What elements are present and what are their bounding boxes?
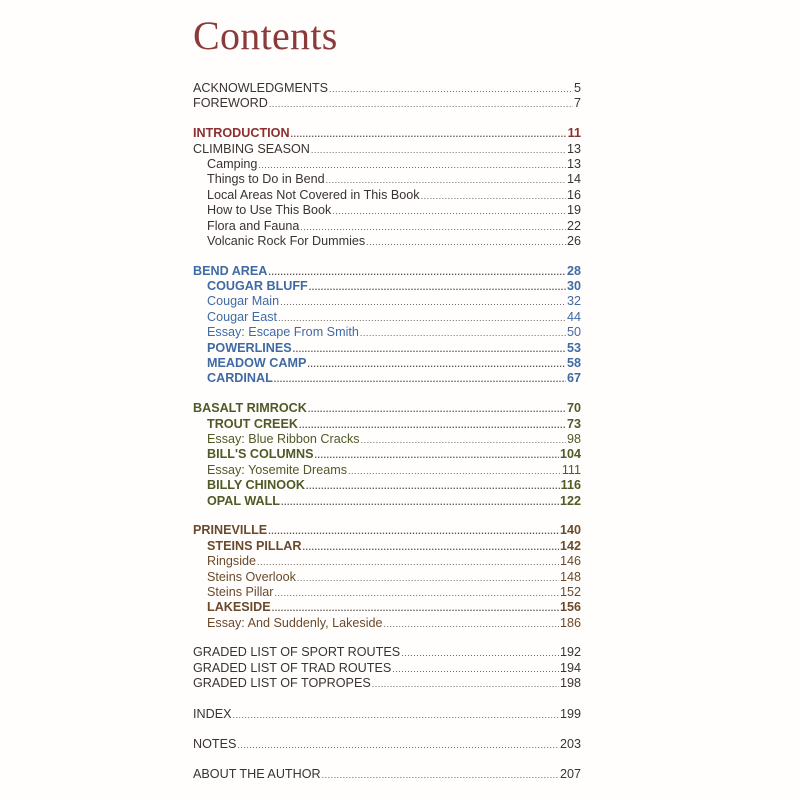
dot-leader [300, 219, 566, 235]
toc-entry-basalt-rimrock[interactable] [193, 401, 581, 416]
toc-entry-cougar-main[interactable] [193, 294, 581, 309]
toc-entry-camping[interactable] [193, 157, 581, 172]
dot-leader [308, 401, 566, 417]
toc-entry-climbing-season[interactable] [193, 142, 581, 157]
dot-leader [311, 142, 566, 158]
section-gap [193, 112, 581, 126]
toc-entry-label: MEADOW CAMP [207, 356, 307, 371]
toc-entry-label: Essay: Yosemite Dreams [207, 462, 347, 477]
dot-leader [272, 600, 559, 616]
toc-entry-page: 13 [566, 141, 581, 156]
toc-entry-label: Cougar East [207, 309, 278, 324]
section-gap [193, 631, 581, 645]
toc-entry-page: 30 [566, 279, 581, 294]
dot-leader [297, 570, 559, 586]
section-gap [193, 722, 581, 737]
toc-entry-page: 11 [567, 126, 581, 141]
toc-entry-yosemite-dreams[interactable] [193, 463, 581, 478]
toc-entry-topropes[interactable] [193, 676, 581, 691]
dot-leader [348, 463, 561, 479]
table-of-contents [193, 81, 581, 783]
dot-leader [268, 523, 559, 539]
toc-entry-label: GRADED LIST OF TRAD ROUTES [193, 660, 392, 675]
toc-entry-page: 104 [559, 447, 581, 462]
toc-entry-label: TROUT CREEK [207, 416, 298, 431]
toc-entry-label: Ringside [207, 554, 257, 569]
dot-leader [332, 203, 566, 219]
toc-entry-label: Essay: And Suddenly, Lakeside [207, 615, 383, 630]
toc-entry-how-to-use[interactable] [193, 203, 581, 218]
toc-entry-foreword[interactable] [193, 96, 581, 111]
toc-entry-label: ABOUT THE AUTHOR [193, 767, 321, 782]
toc-entry-page: 199 [559, 706, 581, 721]
toc-entry-steins-overlook[interactable] [193, 570, 581, 585]
dot-leader [291, 126, 567, 142]
toc-entry-label: Steins Overlook [207, 569, 296, 584]
dot-leader [237, 737, 559, 753]
toc-entry-page: 116 [560, 478, 581, 493]
toc-entry-page: 26 [566, 233, 581, 248]
dot-leader [421, 188, 566, 204]
toc-entry-billy-chinook[interactable] [193, 478, 581, 493]
toc-entry-bend-area[interactable] [193, 264, 581, 279]
dot-leader [309, 279, 566, 295]
toc-entry-label: Cougar Main [207, 294, 280, 309]
toc-entry-page: 73 [566, 416, 581, 431]
section-gap [193, 509, 581, 523]
toc-entry-label: Essay: Blue Ribbon Cracks [207, 431, 360, 446]
toc-entry-page: 186 [559, 615, 581, 630]
dot-leader [315, 447, 559, 463]
toc-entry-steins-pillar[interactable] [193, 585, 581, 600]
toc-entry-page: 53 [566, 340, 581, 355]
dot-leader [384, 616, 559, 632]
toc-entry-lakeside[interactable] [193, 600, 581, 615]
toc-entry-page: 198 [559, 676, 581, 691]
toc-entry-page: 194 [559, 660, 581, 675]
toc-entry-label: Volcanic Rock For Dummies [207, 233, 366, 248]
dot-leader [329, 81, 573, 97]
dot-leader [326, 172, 566, 188]
section-gap [193, 692, 581, 707]
toc-entry-label: GRADED LIST OF TOPROPES [193, 676, 371, 691]
toc-entry-page: 28 [566, 263, 581, 278]
toc-entry-local-areas[interactable] [193, 188, 581, 203]
dot-leader [278, 310, 566, 326]
toc-entry-label: BILL'S COLUMNS [207, 447, 314, 462]
toc-entry-label: CLIMBING SEASON [193, 141, 310, 156]
toc-entry-page: 207 [559, 767, 581, 782]
toc-entry-label: POWERLINES [207, 340, 292, 355]
toc-entry-page: 122 [559, 493, 581, 508]
toc-entry-page: 67 [566, 371, 581, 386]
toc-entry-label: NOTES [193, 737, 237, 752]
dot-leader [307, 356, 566, 372]
toc-entry-volcanic-rock[interactable] [193, 234, 581, 249]
dot-leader [258, 157, 566, 173]
toc-entry-acknowledgments[interactable] [193, 81, 581, 96]
dot-leader [293, 341, 566, 357]
dot-leader [281, 494, 559, 510]
toc-entry-page: 111 [561, 462, 581, 477]
toc-entry-page: 192 [559, 645, 581, 660]
toc-entry-trad-routes[interactable] [193, 661, 581, 676]
toc-entry-page: 98 [566, 431, 581, 446]
toc-entry-label: BEND AREA [193, 263, 268, 278]
toc-entry-page: 50 [566, 325, 581, 340]
toc-entry-blue-ribbon-cracks[interactable] [193, 432, 581, 447]
toc-entry-label: Camping [207, 156, 258, 171]
dot-leader [299, 417, 566, 433]
dot-leader [274, 371, 566, 387]
toc-entry-label: COUGAR BLUFF [207, 279, 308, 294]
toc-entry-label: INDEX [193, 706, 232, 721]
toc-entry-cougar-bluff[interactable] [193, 279, 581, 294]
dot-leader [361, 432, 566, 448]
toc-entry-label: Local Areas Not Covered in This Book [207, 187, 420, 202]
dot-leader [233, 707, 559, 723]
dot-leader [322, 767, 559, 783]
toc-entry-page: 14 [566, 172, 581, 187]
toc-entry-label: FOREWORD [193, 96, 268, 111]
toc-entry-page: 32 [566, 294, 581, 309]
toc-entry-page: 13 [566, 156, 581, 171]
toc-entry-page: 44 [566, 309, 581, 324]
toc-entry-page: 156 [559, 600, 581, 615]
dot-leader [366, 234, 566, 250]
toc-entry-label: OPAL WALL [207, 493, 280, 508]
toc-entry-things-to-do[interactable] [193, 172, 581, 187]
toc-entry-label: BILLY CHINOOK [207, 478, 305, 493]
toc-entry-and-suddenly-lakeside[interactable] [193, 616, 581, 631]
dot-leader [280, 294, 566, 310]
section-gap [193, 387, 581, 401]
toc-entry-powerlines[interactable] [193, 341, 581, 356]
dot-leader [302, 539, 559, 555]
dot-leader [392, 661, 559, 677]
toc-entry-label: Flora and Fauna [207, 218, 300, 233]
toc-entry-page: 146 [559, 554, 581, 569]
toc-entry-page: 142 [559, 538, 581, 553]
toc-entry-label: GRADED LIST OF SPORT ROUTES [193, 645, 401, 660]
toc-entry-about-the-author[interactable] [193, 767, 581, 782]
toc-entry-page: 16 [566, 187, 581, 202]
toc-entry-label: CARDINAL [207, 371, 273, 386]
toc-entry-label: STEINS PILLAR [207, 538, 302, 553]
toc-entry-page: 22 [566, 218, 581, 233]
toc-entry-sport-routes[interactable] [193, 645, 581, 660]
dot-leader [269, 96, 573, 112]
toc-entry-bills-columns[interactable] [193, 447, 581, 462]
toc-entry-label: PRINEVILLE [193, 523, 268, 538]
toc-entry-label: Essay: Escape From Smith [207, 325, 359, 340]
dot-leader [401, 645, 559, 661]
toc-entry-flora-fauna[interactable] [193, 219, 581, 234]
toc-entry-page: 58 [566, 356, 581, 371]
dot-leader [360, 325, 566, 341]
toc-entry-label: ACKNOWLEDGMENTS [193, 81, 329, 95]
toc-entry-escape-from-smith[interactable] [193, 325, 581, 340]
toc-entry-cardinal[interactable] [193, 371, 581, 386]
dot-leader [372, 676, 559, 692]
toc-entry-page: 152 [559, 584, 581, 599]
section-gap [193, 752, 581, 767]
toc-entry-page: 70 [566, 401, 581, 416]
toc-entry-page: 5 [573, 81, 581, 95]
toc-entry-opal-wall[interactable] [193, 494, 581, 509]
toc-entry-page: 140 [559, 523, 581, 538]
toc-entry-label: BASALT RIMROCK [193, 401, 307, 416]
page-title: Contents [193, 13, 338, 58]
toc-entry-trout-creek[interactable] [193, 417, 581, 432]
toc-entry-cougar-east[interactable] [193, 310, 581, 325]
toc-entry-page: 7 [573, 96, 581, 111]
toc-entry-meadow-camp[interactable] [193, 356, 581, 371]
dot-leader [257, 554, 559, 570]
toc-entry-page: 148 [559, 569, 581, 584]
toc-entry-page: 203 [559, 737, 581, 752]
toc-entry-label: LAKESIDE [207, 600, 271, 615]
section-gap [193, 249, 581, 263]
toc-entry-label: Steins Pillar [207, 584, 274, 599]
dot-leader [275, 585, 559, 601]
toc-entry-notes[interactable] [193, 737, 581, 752]
toc-entry-label: Things to Do in Bend [207, 172, 325, 187]
dot-leader [306, 478, 560, 494]
toc-entry-label: INTRODUCTION [193, 126, 290, 141]
toc-entry-label: How to Use This Book [207, 203, 332, 218]
toc-entry-ringside[interactable] [193, 554, 581, 569]
toc-entry-page: 19 [566, 203, 581, 218]
toc-entry-index[interactable] [193, 707, 581, 722]
toc-entry-prineville[interactable] [193, 523, 581, 538]
toc-entry-introduction[interactable] [193, 126, 581, 141]
dot-leader [268, 264, 566, 280]
toc-entry-steins-pillar-section[interactable] [193, 539, 581, 554]
